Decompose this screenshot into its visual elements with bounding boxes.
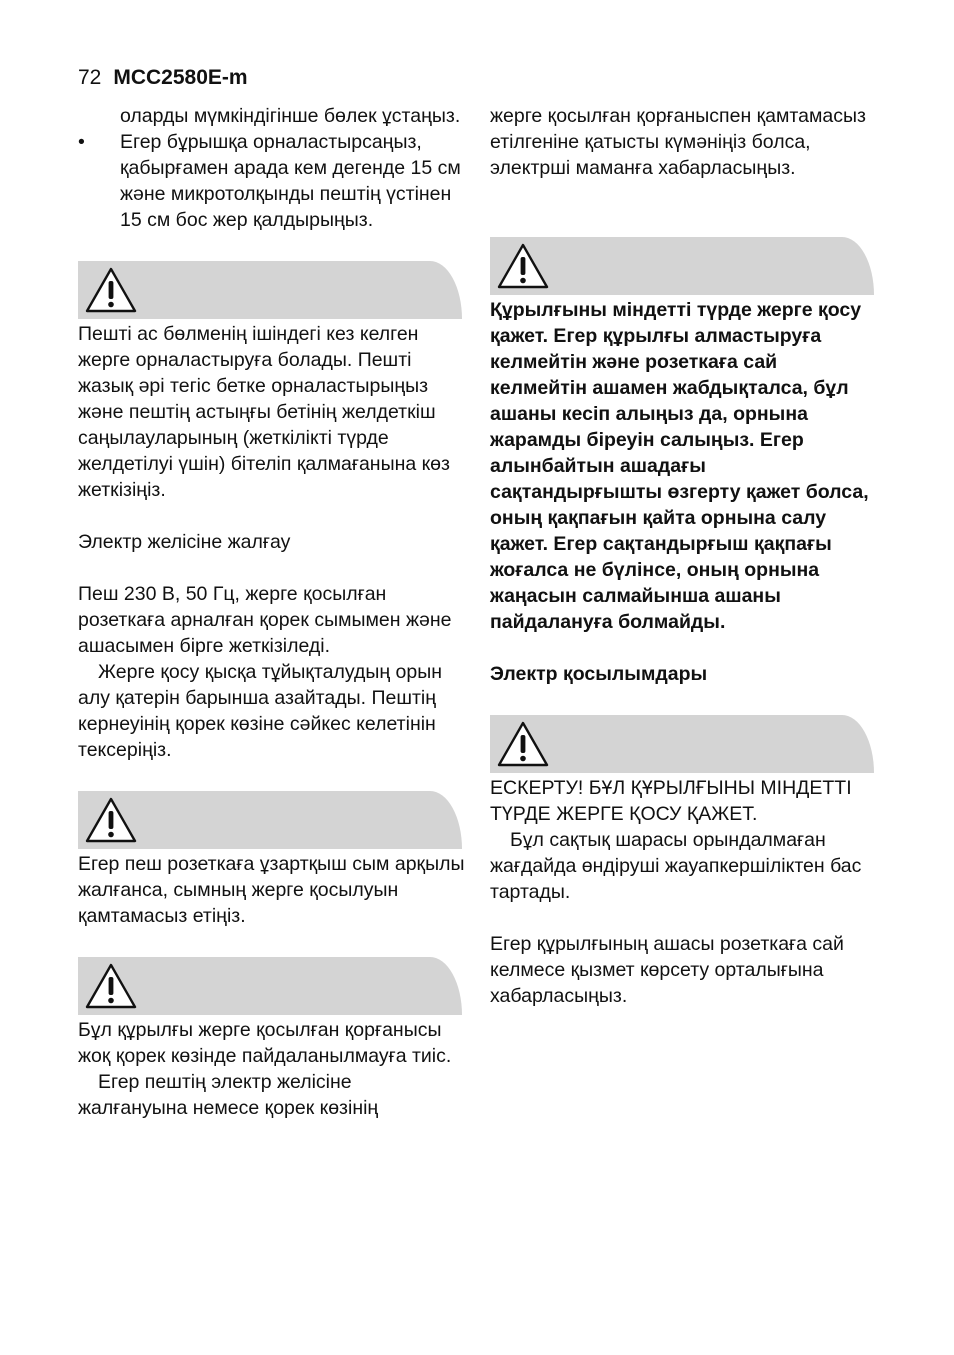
warning-caps-text: ЕСКЕРТУ! БҰЛ ҚҰРЫЛҒЫНЫ МІНДЕТТІ ТҮРДЕ ЖЕРГЕ ҚОСУ ҚАЖЕТ. [490, 777, 852, 825]
warning-triangle-icon [84, 795, 138, 845]
right-column [490, 103, 874, 1009]
warning-triangle-icon [84, 961, 138, 1011]
warning-text: Егер пеш розеткаға ұзартқыш сым арқылы жалғанса, сымның жерге қосылуын қамтамасыз етіңіз. [78, 853, 465, 927]
warning-bar [78, 791, 462, 849]
paragraph: Пеш 230 В, 50 Гц, жерге қосылған розеткаға арналған қорек сымымен және ашасымен бірге жеткізіледі. [78, 583, 452, 657]
warning-text: Құрылғыны міндетті түрде жерге қосу қажет. Егер құрылғы алмастыруға келмейтін және розеткаға сай келмейтін ашамен жабдықталса, бұл ашаны кесіп алыңыз да, орнына жарамды біреуін салыңыз. Егер алынбайтын ашадағы сақтандырғышты өзгерту қажет болса, оның қақпағын қайта орнына салу қажет. Егер сақтандырғыш қақпағы жоғалса не бүлінсе, оның орнына жаңасын салмайынша ашаны пайдалануға болмайды. [490, 299, 869, 633]
warning-triangle-icon [496, 719, 550, 769]
bullet-text: Егер бұрышқа орналастырсаңыз, қабырғамен арада кем дегенде 15 см және микротолқынды пештің үстінен 15 см бос жер қалдырыңыз. [120, 131, 461, 231]
left-column [78, 103, 466, 1121]
warning-text: Егер пештің электр желісіне жалғануына немесе қорек көзінің [78, 1071, 379, 1119]
section-heading: Электр қосылымдары [490, 663, 708, 685]
warning-triangle-icon [496, 241, 550, 291]
warning-bar [78, 957, 462, 1015]
section-heading: Электр желісіне жалғау [78, 531, 291, 553]
warning-text: Пешті ас бөлменің ішіндегі кез келген жерге орналастыруға болады. Пешті жазық әрі тегіс бетке орналастырыңыз және пештің астыңғы бетінің желдеткіш саңылауларының (жеткілікті түрде желдетілуі үшін) бітеліп қалмағанына көз жеткізіңіз. [78, 323, 450, 501]
page-header [78, 64, 248, 92]
continuation-text: оларды мүмкіндігінше бөлек ұстаңыз. [120, 105, 461, 127]
bullet-marker: • [78, 131, 85, 153]
warning-triangle-icon [84, 265, 138, 315]
warning-bar [78, 261, 462, 319]
warning-bar [490, 715, 874, 773]
model-name: MCC2580E-m [113, 66, 248, 89]
paragraph: Егер құрылғының ашасы розеткаға сай келмесе қызмет көрсету орталығына хабарласыңыз. [490, 933, 844, 1007]
continuation-text: жерге қосылған қорғаныспен қамтамасыз етілгеніне қатысты күмәніңіз болса, электрші маманға хабарласыңыз. [490, 105, 866, 179]
paragraph: Жерге қосу қысқа тұйықталудың орын алу қатерін барынша азайтады. Пештің кернеуінің қорек көзіне сәйкес келетінін тексеріңіз. [78, 661, 443, 761]
warning-bar [490, 237, 874, 295]
warning-text: Бұл құрылғы жерге қосылған қорғанысы жоқ қорек көзінде пайдаланылмауға тиіс. [78, 1019, 452, 1067]
warning-text: Бұл сақтық шарасы орындалмаған жағдайда өндіруші жауапкершіліктен бас тартады. [490, 829, 862, 903]
page-number: 72 [78, 66, 102, 89]
list-item [78, 129, 466, 233]
